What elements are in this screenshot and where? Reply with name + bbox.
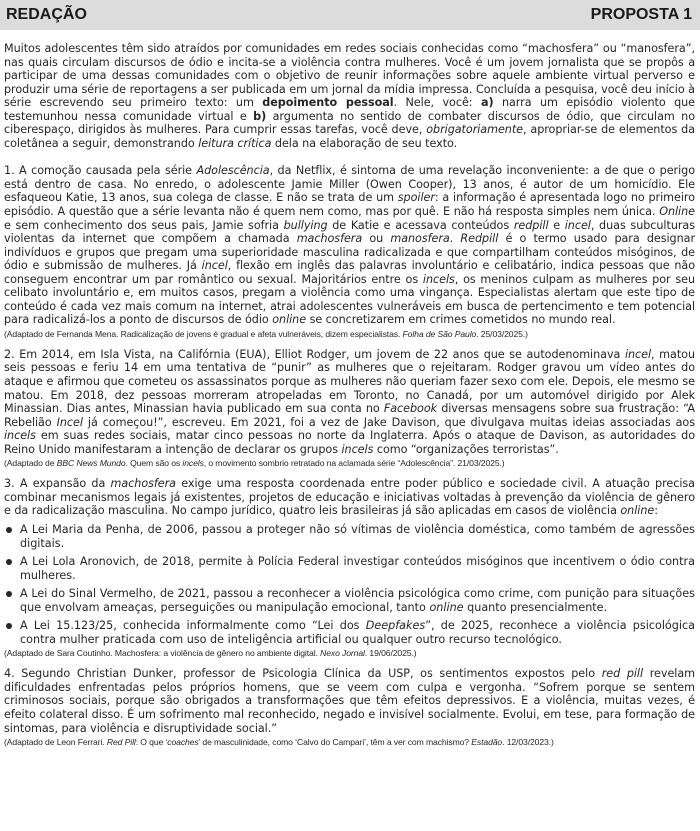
list-item: A Lei 15.123/25, conhecida informalmente como “Lei dos Deepfakes”, de 2025, reconhece a violência psicológica contra mulher praticada com uso de inteligência artificial ou qualquer outro recurso tecnológico. (4, 619, 695, 646)
intro-paragraph: Muitos adolescentes têm sido atraídos por comunidades em redes sociais conhecidas como “machosfera” ou “manosfera”, nas quais circulam discursos de ódio e incita-se a violência contra mulheres. Você é um jovem jornalista que se propôs a participar de uma dessas comunidades com o objetivo de reunir informações sobre aquele ambiente virtual perverso e produzir uma série de reportagens a ser publicada em um jornal da mídia impressa. Concluída a pesquisa, você deu início à série escrevendo seu primeiro texto: um depoimento pessoal. Nele, você: a) narra um episódio violento que testemunhou nessa comunidade virtual e b) argumenta no sentido de combater discursos de ódio, que circulam no ciberespaço, dirigidos às mulheres. Para cumprir essas tarefas, você deve, obrigatoriamente, apropriar-se de elementos da coletânea a seguir, demonstrando leitura crítica dela na elaboração de seu texto. (4, 42, 696, 150)
text-2: 2. Em 2014, em Isla Vista, na Califórnia (EUA), Elliot Rodger, um jovem de 22 anos que se autodenominava incel, matou seis pessoas e feriu 14 em uma tentativa de “punir” as mulheres que o rejeitaram. Rodger gravou um vídeo antes do ataque e afirmou que cometeu os assassinatos porque as mulheres não queriam fazer sexo com ele. Depois, ele mesmo se matou. Em 2018, dez pessoas morreram atropeladas em Toronto, no Canadá, por um automóvel dirigido por Alek Minassian. Dias antes, Minassian havia publicado em sua conta no Facebook diversas mensagens sobre sua frustração: “A Rebelião Incel já começou!”, escreveu. Em 2021, foi a vez de Jake Davison, que divulgava muitas ideias associadas aos incels em suas redes sociais, matar cinco pessoas no norte da Inglaterra. Após o ataque de Davison, as autoridades do Reino Unido manifestaram a intenção de declarar os grupos incels como “organizações terroristas”. (4, 347, 696, 456)
list-item: A Lei Lola Aronovich, de 2018, permite à Polícia Federal investigar conteúdos misóginos que incentivem o ódio contra mulheres. (4, 555, 695, 582)
text-4-source: (Adaptado de Leon Ferrari. Red Pill: O que ‘coaches’ de masculinidade, como ‘Calvo do Campari’, têm a ver com machismo? Estadão. 12/03/2023.) (4, 737, 554, 748)
list-item: A Lei Maria da Penha, de 2006, passou a proteger não só vítimas de violência doméstica, como também de agressões digitais. (4, 523, 695, 550)
text-3: 3. A expansão da machosfera exige uma resposta coordenada entre poder público e sociedade civil. A atuação precisa combinar mecanismos legais já existentes, projetos de educação e iniciativas voltadas à prevenção da violência de gênero e da radicalização masculina. No campo jurídico, quatro leis brasileiras já são aplicadas em casos de violência online: (4, 477, 695, 518)
text-2-source: (Adaptado de BBC News Mundo. Quem são os incels, o movimento sombrio retratado na aclamada série “Adolescência”. 21/03/2025.) (4, 458, 505, 469)
laws-list (4, 523, 695, 646)
text-4: 4. Segundo Christian Dunker, professor de Psicologia Clínica da USP, os sentimentos expostos pelo red pill revelam dificuldades enfrentadas pelos próprios homens, que se veem com culpa e vergonha. “Sofrem porque se sentem criminosos sociais, porque são obrigados a transformações que têm efeitos depressivos. E a violência, muitas vezes, é efeito colateral disso. É um sofrimento mal reconhecido, negado e invisível socialmente. Evolui, em tese, para formação de sintomas, para violência e disruptividade social.” (4, 667, 695, 735)
content (0, 30, 700, 748)
proposal-label: PROPOSTA 1 (590, 6, 692, 23)
text-1: 1. A comoção causada pela série Adolescência, da Netflix, é sintoma de uma revelação inconveniente: a de que o perigo está dentro de casa. No enredo, o adolescente Jamie Miller (Owen Cooper), 13 anos, é autor de um homicídio. Ele esfaqueou Katie, 13 anos, sua colega de classe. E não se trata de um spoiler: a informação é apresentada logo no primeiro episódio. A questão que a série levanta não é quem nem como, mas por quê. E não há resposta simples nem única. Online e sem conhecimento dos seus pais, Jamie sofria bullying de Katie e acessava conteúdos redpill e incel, duas subculturas violentas da internet que compõem a chamada machosfera ou manosfera. Redpill é o termo usado para designar indivíduos e grupos que pregam uma superioridade masculina radicalizada e que compartilham conteúdos misóginos, de ódio e submissão de mulheres. Já incel, flexão em inglês das palavras involuntário e celibatário, indica pessoas que não conseguem encontrar um par romântico ou sexual. Majoritários entre os incels, os meninos culpam as mulheres por seu celibato involuntário e, em muitos casos, pregam a violência como uma vingança. Especialistas alertam que este tipo de conteúdo é cada vez mais comum na internet, atrai adolescentes vulneráveis em busca de pertencimento e tem potencial para radicalizá-los a ponto de discursos de ódio online se concretizarem em crimes cometidos no mundo real. (4, 164, 696, 327)
text-3-source: (Adaptado de Sara Coutinho. Machosfera: a violência de gênero no ambiente digital. Nexo Jornal. 19/06/2025.) (4, 648, 417, 659)
section-title: REDAÇÃO (6, 6, 87, 23)
text-1-source: (Adaptado de Fernanda Mena. Radicalização de jovens é gradual e afeta vulneráveis, dizem especialistas. Folha de São Paulo. 25/03/2025.) (4, 328, 528, 339)
list-item: A Lei do Sinal Vermelho, de 2021, passou a reconhecer a violência psicológica como crime, com punição para situações que envolvam ameaças, perseguições ou manipulação emocional, tanto online quanto presencialmente. (4, 587, 695, 614)
page-header (0, 0, 700, 30)
